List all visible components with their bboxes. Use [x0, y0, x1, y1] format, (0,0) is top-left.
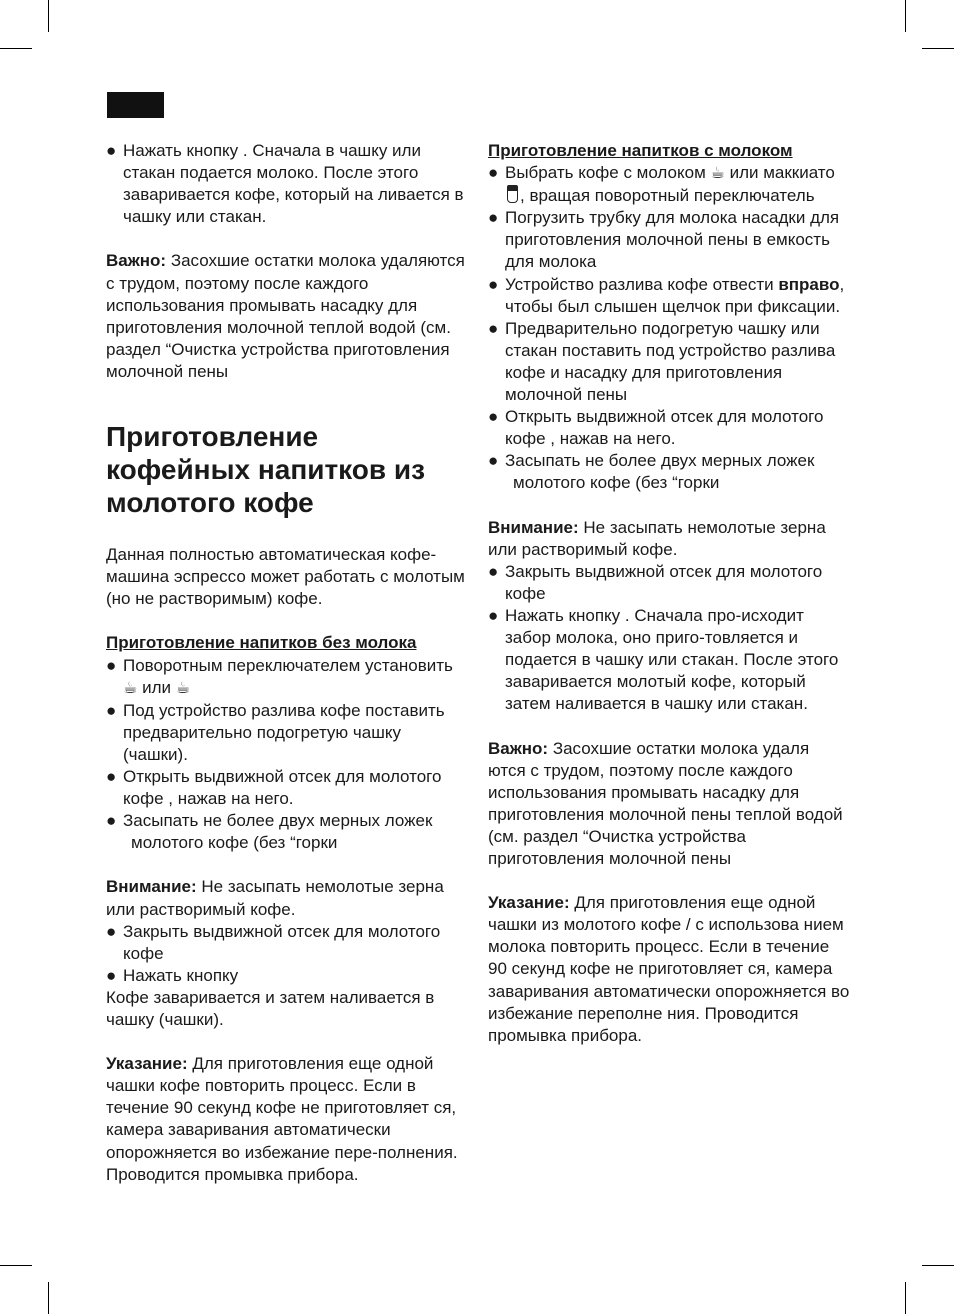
list-item: ● Поворотным переключателем установить ☕ или ☕ — [106, 655, 468, 700]
left-column — [106, 140, 468, 1186]
language-tab — [107, 92, 164, 118]
subheading: Приготовление напитков с молоком — [488, 141, 793, 160]
crop-mark — [905, 1282, 906, 1314]
coffee-cup-icon: ☕ — [123, 679, 138, 697]
list-item-continuation: молотого кофе (без “горки — [513, 473, 720, 493]
crop-mark — [48, 0, 49, 32]
crop-mark — [922, 48, 954, 49]
intro-paragraph: Данная полностью автоматическая кофе-машина эспрессо может работать с молотым (но не растворимым) кофе. — [106, 545, 465, 609]
hint-note: Указание: Для приготовления еще одной чашки кофе повторить процесс. Если в течение 90 секунд кофе не приготовляет ся, камера заваривания автоматически опорожняется во избежание пере-полнения. Проводится промывка прибора. — [106, 1054, 458, 1184]
list-item: ● Закрыть выдвижной отсек для молотого кофе — [106, 921, 441, 963]
crop-mark — [0, 48, 32, 49]
list-item: ● Засыпать не более двух мерных ложек — [106, 811, 433, 831]
list-item: ● Предварительно подогретую чашку или стакан поставить под устройство разлива кофе и насадку для приготовления молочной пены — [488, 318, 836, 405]
crop-mark — [905, 0, 906, 32]
list-item: ● Выбрать кофе с молоком ☕ или маккиато , вращая поворотный переключатель — [488, 163, 835, 206]
coffee-cup-icon: ☕ — [175, 679, 191, 697]
hint-note: Указание: Для приготовления еще одной чашки из молотого кофе / с использова нием молока повторить процесс. Если в течение 90 секунд кофе не приготовляет ся, камера заваривания автоматически опорожняется во избежание переполне ния. Проводится промывка прибора. — [488, 893, 850, 1045]
list-item: ● Нажать кнопку . Сначала про-исходит забор молока, оно приго-товляется и подается в чашку или стакан. После этого заваривается молотый кофе, который затем наливается в чашку или стакан. — [488, 605, 839, 714]
right-column — [488, 140, 850, 1047]
coffee-milk-icon: ☕ — [710, 165, 725, 183]
important-note: Важно: Засохшие остатки молока удаляются с трудом, поэтому после каждого использования промывать насадку для приготовления молочной теплой водой (см. раздел “Очистка устройства приготовления молочной пены — [106, 251, 465, 381]
list-item: ● Закрыть выдвижной отсек для молотого кофе — [488, 561, 823, 603]
crop-mark — [922, 1265, 954, 1266]
list-item: ● Нажать кнопку . Сначала в чашку или стакан подается молоко. После этого заваривается кофе, который на ливается в чашку или стакан. — [106, 141, 464, 227]
list-item: ● Под устройство разлива кофе поставить предварительно подогретую чашку (чашки). — [106, 700, 445, 764]
list-item: ● Открыть выдвижной отсек для молотого кофе , нажав на него. — [106, 766, 442, 809]
list-item: ● Погрузить трубку для молока насадки для приготовления молочной пены в емкость для молока — [488, 208, 840, 272]
list-item: ● Открыть выдвижной отсек для молотого кофе , нажав на него. — [488, 407, 824, 449]
paragraph: Кофе заваривается и затем наливается в чашку (чашки). — [106, 987, 435, 1029]
crop-mark — [0, 1265, 32, 1266]
list-item-continuation: молотого кофе (без “горки — [131, 833, 338, 853]
attention-note: Внимание: Не засыпать немолотые зерна или растворимый кофе. — [488, 517, 826, 559]
list-item: ● Нажать кнопку — [106, 965, 239, 985]
macchiato-glass-icon — [507, 185, 518, 203]
crop-mark — [48, 1282, 49, 1314]
important-note: Важно: Засохшие остатки молока удаля ются с трудом, поэтому после каждого использования промывать насадку для приготовления молочной пены теплой водой (см. раздел “Очистка устройства приготовления молочной пены — [488, 738, 843, 868]
attention-note: Внимание: Не засыпать немолотые зерна или растворимый кофе. — [106, 877, 444, 919]
subheading: Приготовление напитков без молока — [106, 633, 417, 653]
section-heading: Приготовление кофейных напитков из молотого кофе — [106, 421, 426, 519]
list-item: ● Засыпать не более двух мерных ложек — [488, 451, 815, 471]
list-item: ● Устройство разлива кофе отвести вправо, чтобы был слышен щелчок при фиксации. — [488, 274, 845, 316]
